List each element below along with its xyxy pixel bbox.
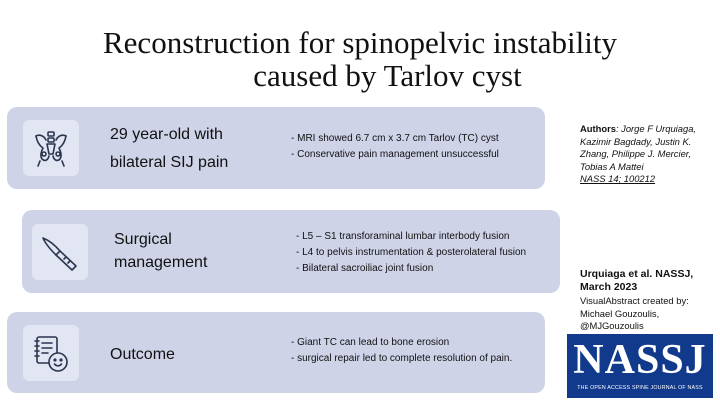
bullet-item: - MRI showed 6.7 cm x 3.7 cm Tarlov (TC) cyst (291, 133, 499, 144)
bullet-list (291, 335, 512, 367)
scalpel-icon (32, 224, 88, 280)
bullet-item: - L5 – S1 transforaminal lumbar interbody fusion (296, 231, 510, 242)
nassj-logo (567, 334, 713, 398)
authors-names: : Jorge F Urquiaga, Kazimir Bagdady, Justin K. Zhang, Philippe J. Mercier, Tobias A Mattei (580, 123, 697, 172)
logo-text: NASSJ (573, 337, 707, 383)
citation-block (580, 268, 715, 333)
panel-presentation (7, 107, 545, 189)
logo-tagline: THE OPEN ACCESS SPINE JOURNAL OF NASS (577, 385, 703, 391)
authors-block (580, 123, 715, 186)
journal-reference: NASS 14; 100212 (580, 173, 656, 184)
bullet-item: - Giant TC can lead to bone erosion (291, 337, 450, 348)
page-title (0, 26, 720, 92)
authors-label: Authors (580, 123, 616, 134)
title-line-1: Reconstruction for spinopelvic instability (103, 25, 617, 60)
panel-title: Outcome (110, 346, 175, 363)
bullet-item: - Conservative pain management unsuccessful (291, 149, 499, 160)
bullet-list (296, 229, 526, 277)
title-line-2: caused by Tarlov cyst (253, 58, 522, 93)
journal-citation: Urquiaga et al. NASSJ, March 2023 (580, 268, 694, 293)
bullet-item: - Bilateral sacroiliac joint fusion (296, 263, 434, 274)
pelvis-icon (23, 120, 79, 176)
bullet-item: - surgical repair led to complete resolution of pain. (291, 353, 513, 364)
panel-surgical-management (22, 210, 560, 293)
panel-outcome (7, 312, 545, 393)
visual-abstract-credit: VisualAbstract created by: Michael Gouzoulis, @MJGouzoulis (580, 295, 689, 331)
patient-chart-icon (23, 325, 79, 381)
panel-title: Surgical management (114, 231, 208, 271)
panel-title: 29 year-old with bilateral SIJ pain (110, 126, 229, 171)
bullet-list (291, 131, 499, 163)
bullet-item: - L4 to pelvis instrumentation & posterolateral fusion (296, 247, 527, 258)
